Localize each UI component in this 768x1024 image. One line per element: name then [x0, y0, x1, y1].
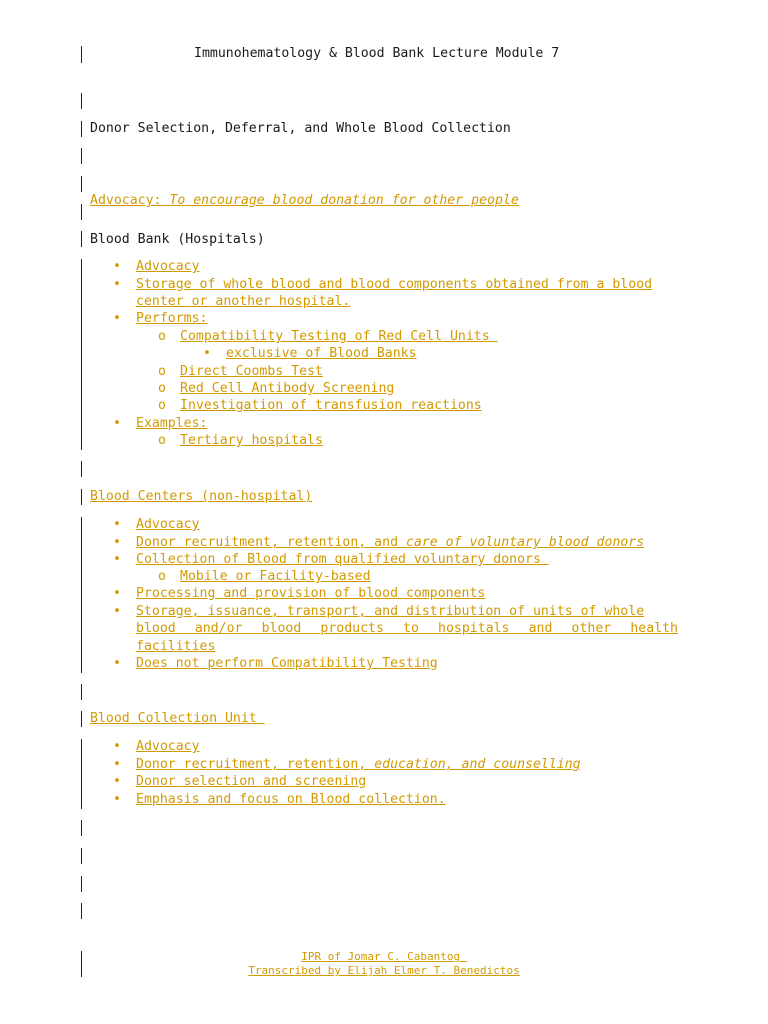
- margin-bar: [81, 176, 82, 192]
- sub-list-item: [158, 568, 371, 585]
- list-item-text: Advocacy: [136, 517, 200, 532]
- sub-bullet-icon: o: [158, 381, 166, 396]
- margin-bar: [81, 711, 82, 727]
- margin-bar: [81, 739, 82, 809]
- list-item-text: Processing and provision of blood components: [136, 586, 486, 601]
- section-heading-collection-unit: Blood Collection Unit: [90, 711, 265, 726]
- bullet-icon: •: [113, 517, 121, 532]
- sub-list-item: [158, 328, 498, 345]
- list-item-text: Storage, issuance, transport, and distribution of units of whole: [136, 604, 645, 619]
- advocacy-text: To encourage blood donation for other people: [169, 193, 519, 208]
- list-item-text: exclusive of Blood Banks: [226, 346, 417, 361]
- margin-bar: [81, 684, 82, 700]
- list-item-continuation: center or another hospital.: [136, 294, 351, 309]
- list-item: [113, 516, 200, 533]
- margin-bar: [81, 231, 82, 247]
- list-item-text: Red Cell Antibody Screening: [180, 381, 395, 396]
- list-item: [113, 534, 644, 551]
- sub-list-item: [158, 380, 394, 397]
- list-item: [113, 773, 366, 790]
- list-item: [113, 415, 207, 432]
- margin-bar: [81, 517, 82, 673]
- margin-bar: [81, 820, 82, 836]
- list-item: [113, 585, 485, 602]
- list-item: [113, 738, 200, 755]
- list-item-text: Collection of Blood from qualified voluntary donors: [136, 552, 549, 567]
- bullet-icon: •: [113, 656, 121, 671]
- sub-sub-list-item: [203, 345, 417, 362]
- margin-bar: [81, 259, 82, 450]
- list-item-text: Donor recruitment, retention,: [136, 757, 375, 772]
- bullet-icon: •: [113, 277, 121, 292]
- margin-bar: [81, 848, 82, 864]
- sub-bullet-icon: o: [158, 569, 166, 584]
- advocacy-line: [90, 175, 519, 209]
- section-heading-blood-bank: Blood Bank (Hospitals): [90, 232, 265, 247]
- list-item: [113, 603, 644, 620]
- margin-bar: [81, 121, 82, 137]
- list-item-text: Donor recruitment, retention, and: [136, 535, 406, 550]
- list-item: [113, 276, 652, 293]
- margin-bar: [81, 489, 82, 505]
- bullet-icon: •: [113, 311, 121, 326]
- bullet-icon: •: [113, 757, 121, 772]
- sub-bullet-icon: o: [158, 398, 166, 413]
- list-item: [113, 655, 438, 672]
- list-item: [113, 791, 446, 808]
- list-item: [113, 258, 200, 275]
- list-item-text: Does not perform Compatibility Testing: [136, 656, 438, 671]
- list-item-text-italic: care of voluntary blood donors: [405, 535, 645, 550]
- list-item-text: Tertiary hospitals: [180, 433, 323, 448]
- list-item: [113, 551, 549, 568]
- bullet-icon: •: [113, 416, 121, 431]
- footer-credit-ipr: IPR of Jomar C. Cabantog: [301, 950, 467, 963]
- list-item-text: Advocacy: [136, 739, 200, 754]
- bullet-icon: •: [113, 259, 121, 274]
- margin-bar: [81, 148, 82, 164]
- bullet-icon: •: [113, 774, 121, 789]
- margin-bar: [81, 46, 82, 63]
- sub-list-item: [158, 432, 323, 449]
- list-item-text: Performs:: [136, 311, 208, 326]
- list-item-text: Examples:: [136, 416, 208, 431]
- margin-bar: [81, 903, 82, 919]
- bullet-icon: •: [203, 346, 211, 361]
- list-item-text: Emphasis and focus on Blood collection.: [136, 792, 446, 807]
- bullet-icon: •: [113, 604, 121, 619]
- list-item-text: Direct Coombs Test: [180, 364, 323, 379]
- topic-title: Donor Selection, Deferral, and Whole Blood Collection: [90, 121, 511, 136]
- page-header-title: Immunohematology & Blood Bank Lecture Module 7: [194, 46, 560, 61]
- sub-list-item: [158, 397, 482, 414]
- list-item-text: Donor selection and screening: [136, 774, 367, 789]
- advocacy-label: Advocacy:: [90, 193, 162, 208]
- sub-bullet-icon: o: [158, 364, 166, 379]
- list-item-text: Investigation of transfusion reactions: [180, 398, 482, 413]
- list-item-text-italic: education, and counselling: [374, 757, 581, 772]
- list-item-continuation: facilities: [136, 639, 216, 654]
- bullet-icon: •: [113, 586, 121, 601]
- section-heading-blood-centers: Blood Centers (non-hospital): [90, 489, 313, 504]
- margin-bar: [81, 876, 82, 892]
- footer-credit-transcriber: Transcribed by Elijah Elmer T. Benedictos: [248, 964, 520, 977]
- margin-bar: [81, 204, 82, 220]
- list-item: [113, 756, 581, 773]
- bullet-icon: •: [113, 739, 121, 754]
- sub-bullet-icon: o: [158, 433, 166, 448]
- list-item-text: Advocacy: [136, 259, 200, 274]
- margin-bar: [81, 93, 82, 109]
- sub-list-item: [158, 363, 323, 380]
- list-item: [113, 310, 207, 327]
- bullet-icon: •: [113, 792, 121, 807]
- list-item-text: Compatibility Testing of Red Cell Units: [180, 329, 498, 344]
- margin-bar: [81, 461, 82, 477]
- list-item-text: Storage of whole blood and blood components obtained from a blood: [136, 277, 653, 292]
- bullet-icon: •: [113, 552, 121, 567]
- list-item-text: Mobile or Facility-based: [180, 569, 371, 584]
- sub-bullet-icon: o: [158, 329, 166, 344]
- list-item-continuation: blood and/or blood products to hospitals and other health: [136, 621, 678, 636]
- bullet-icon: •: [113, 535, 121, 550]
